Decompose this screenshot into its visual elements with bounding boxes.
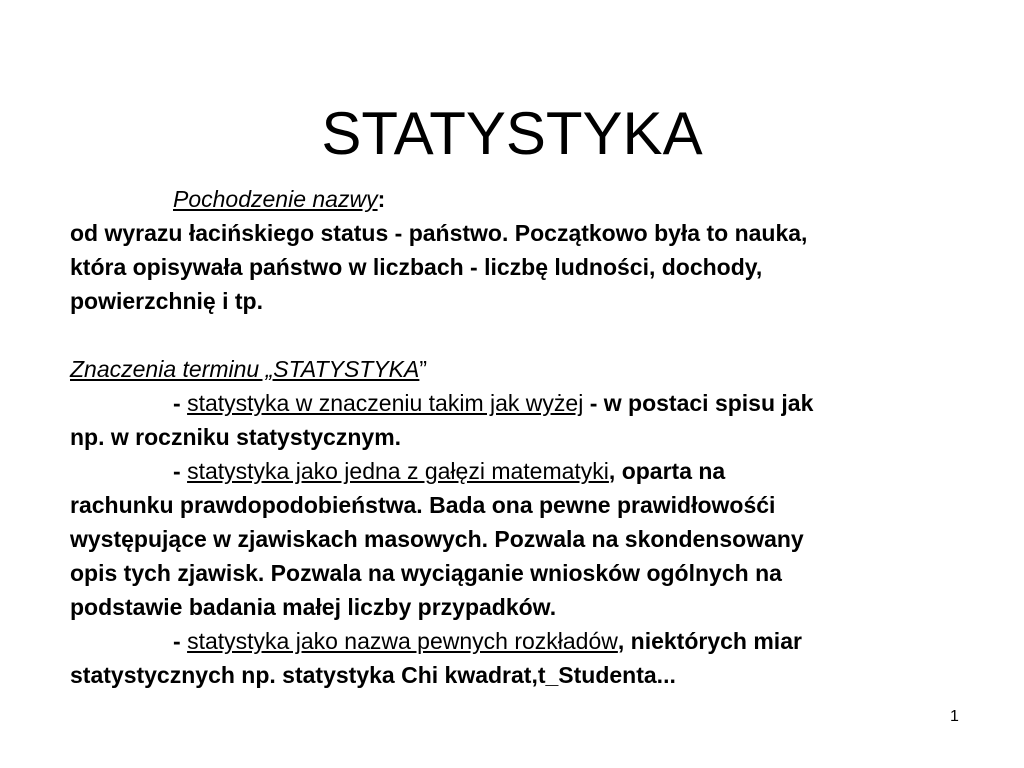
- meaning-item-3-first-line: [70, 624, 1010, 658]
- meaning-item-3-rest: , niektórych miar: [617, 628, 802, 654]
- origin-heading-colon: :: [377, 186, 386, 212]
- meaning-item-3-term: statystyka jako nazwa pewnych rozkładów: [187, 628, 618, 654]
- origin-text-line-1: od wyrazu łacińskiego status - państwo. Początkowo była to nauka,: [70, 220, 808, 246]
- origin-text-line-3: powierzchnię i tp.: [70, 288, 263, 314]
- meaning-item-1-rest: - w postaci spisu jak: [583, 390, 814, 416]
- meaning-item-2-line: rachunku prawdopodobieństwa. Bada ona pewne prawidłowośći: [70, 492, 776, 518]
- meaning-item-2-line: występujące w zjawiskach masowych. Pozwala na skondensowany: [70, 526, 804, 552]
- meaning-item-2-rest: , oparta na: [608, 458, 726, 484]
- meanings-heading: Znaczenia terminu „STATYSTYKA: [70, 356, 420, 382]
- meaning-item-2-line: opis tych zjawisk. Pozwala na wyciąganie wniosków ogólnych na: [70, 560, 782, 586]
- meaning-item-2-term: statystyka jako jedna z gałęzi matematyki: [187, 458, 609, 484]
- meaning-item-2-dash: -: [173, 458, 188, 484]
- meanings-heading-quote: ”: [419, 356, 428, 382]
- meaning-item-1-first-line: [70, 386, 1010, 420]
- origin-text-line-2: która opisywała państwo w liczbach - liczbę ludności, dochody,: [70, 254, 763, 280]
- meaning-item-1-line: np. w roczniku statystycznym.: [70, 424, 402, 450]
- meaning-item-3-dash: -: [173, 628, 188, 654]
- meaning-item-2-first-line: [70, 454, 1010, 488]
- meaning-item-2-line: podstawie badania małej liczby przypadków.: [70, 594, 557, 620]
- origin-heading: Pochodzenie nazwy: [173, 186, 378, 212]
- meaning-item-1-term: statystyka w znaczeniu takim jak wyżej: [187, 390, 584, 416]
- meanings-heading-line: [70, 352, 1010, 386]
- meaning-item-3-line: statystycznych np. statystyka Chi kwadrat,t_Studenta...: [70, 662, 676, 688]
- paragraph-gap: [70, 318, 1010, 352]
- meaning-item-1-dash: -: [173, 390, 188, 416]
- slide-title: STATYSTYKA: [321, 100, 703, 168]
- slide-content: [70, 182, 1010, 692]
- origin-heading-line: [70, 182, 1010, 216]
- page-number: 1: [950, 708, 959, 725]
